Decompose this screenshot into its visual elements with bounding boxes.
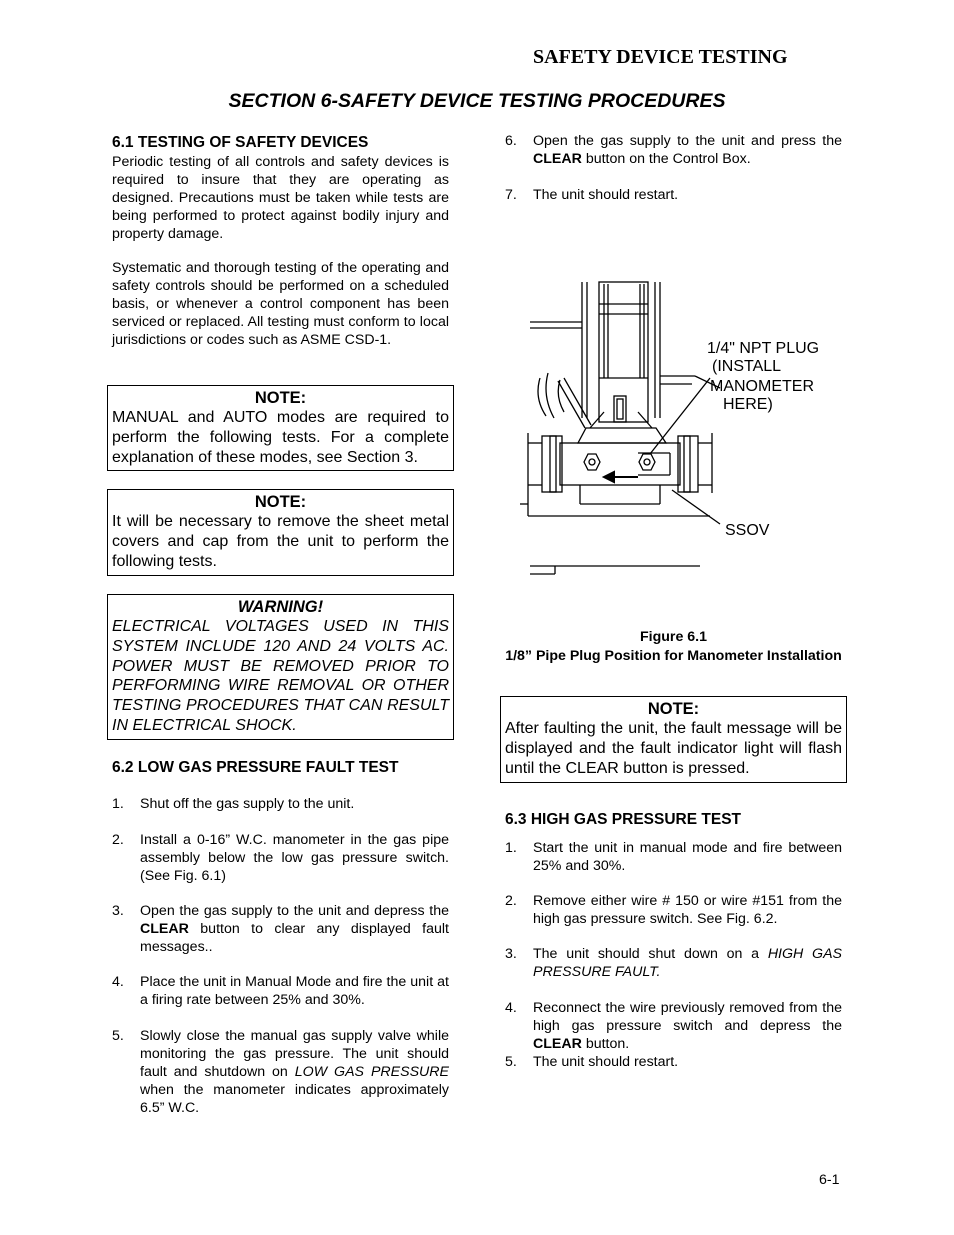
step-number: 2.	[505, 893, 517, 909]
note-title: NOTE:	[254, 493, 307, 511]
section-6-3-heading: 6.3 HIGH GAS PRESSURE TEST	[505, 811, 741, 828]
figure-label-ssov: SSOV	[725, 522, 770, 539]
step-text-cont: button on the Control Box.	[581, 150, 751, 167]
clear-keyword: CLEAR	[533, 150, 582, 167]
figure-label-plug: (INSTALL	[712, 358, 782, 375]
step-text: Place the unit in Manual Mode and fire the unit at a firing rate between 25% and 30%.	[140, 974, 449, 1008]
section-6-2-heading: 6.2 LOW GAS PRESSURE FAULT TEST	[112, 759, 399, 776]
section-title: SECTION 6-SAFETY DEVICE TESTING PROCEDURES	[228, 90, 726, 112]
note-box-fault	[500, 696, 847, 783]
step-text: Open the gas supply to the unit and press the	[533, 133, 842, 149]
fault-name: HIGH GAS PRESSURE FAULT.	[533, 946, 842, 980]
figure-label-plug: 1/4" NPT PLUG	[707, 340, 820, 357]
warning-box	[107, 594, 454, 740]
section-6-1-paragraph-1: Periodic testing of all controls and safety devices is required to insure that they are operating as designed. Precautions must be taken while tests are being performed to protect against bodily injury and property damage.	[112, 154, 449, 242]
step-text-cont: when the manometer indicates approximately 6.5” W.C.	[140, 1081, 449, 1116]
running-header: SAFETY DEVICE TESTING	[533, 46, 788, 68]
note-title: NOTE:	[254, 389, 307, 407]
step-number: 4.	[112, 974, 124, 990]
section-6-1-heading: 6.1 TESTING OF SAFETY DEVICES	[112, 134, 369, 151]
note-title: NOTE:	[647, 700, 700, 718]
warning-title: WARNING!	[237, 598, 324, 616]
step-number: 5.	[112, 1028, 124, 1044]
figure-caption-number: Figure 6.1	[639, 629, 708, 645]
step-number: 1.	[112, 796, 124, 812]
figure-label-plug: HERE)	[723, 396, 773, 413]
step-text: Open the gas supply to the unit and depress the	[140, 903, 449, 919]
step-text: Slowly close the manual gas supply valve while monitoring the gas pressure. The unit should fault and shutdown on	[140, 1028, 449, 1080]
step-text-cont: button to clear any displayed fault messages..	[140, 920, 449, 955]
step-text: Shut off the gas supply to the unit.	[140, 796, 355, 812]
clear-keyword: CLEAR	[140, 920, 189, 937]
note-box-covers	[107, 489, 454, 576]
step-number: 1.	[505, 840, 517, 856]
step-text: Reconnect the wire previously removed from the high gas pressure switch and depress the	[533, 1000, 842, 1034]
step-number: 7.	[505, 187, 517, 203]
step-number: 3.	[112, 903, 124, 919]
step-number: 2.	[112, 832, 124, 848]
step-number: 5.	[505, 1054, 517, 1070]
note-body: It will be necessary to remove the sheet metal covers and cap from the unit to perform the following tests.	[112, 513, 449, 570]
step-text: Install a 0-16” W.C. manometer in the gas pipe assembly below the low gas pressure switch. (See Fig. 6.1)	[140, 832, 449, 884]
step-number: 4.	[505, 1000, 517, 1016]
step-text: The unit should restart.	[533, 187, 679, 203]
step-text-cont: button.	[581, 1035, 630, 1052]
step-number: 6.	[505, 133, 517, 149]
figure-6-1-drawing	[520, 278, 840, 580]
section-6-1-paragraph-2: Systematic and thorough testing of the operating and safety controls should be performed on a scheduled basis, or whenever a control component has been serviced or replaced. All testing must conform to local jurisdictions or codes such as ASME CSD-1.	[112, 260, 449, 348]
figure-caption-text: 1/8” Pipe Plug Position for Manometer Installation	[505, 648, 842, 664]
step-text: The unit should restart.	[533, 1054, 679, 1070]
note-body: MANUAL and AUTO modes are required to perform the following tests. For a complete explanation of these modes, see Section 3.	[112, 409, 449, 466]
step-text: Remove either wire # 150 or wire #151 from the high gas pressure switch. See Fig. 6.2.	[533, 893, 842, 927]
page-number: 6-1	[819, 1172, 840, 1188]
clear-keyword: CLEAR	[533, 1035, 582, 1052]
warning-body: ELECTRICAL VOLTAGES USED IN THIS SYSTEM INCLUDE 120 AND 24 VOLTS AC. POWER MUST BE REMOVED PRIOR TO PERFORMING WIRE REMOVAL OR OTHER TESTING PROCEDURES THAT CAN RESULT IN ELECTRICAL SHOCK.	[112, 618, 449, 734]
step-number: 3.	[505, 946, 517, 962]
note-body: After faulting the unit, the fault message will be displayed and the fault indicator light will flash until the CLEAR button is pressed.	[505, 720, 842, 777]
fault-name: LOW GAS PRESSURE	[294, 1063, 449, 1080]
step-text: The unit should shut down on a	[533, 946, 768, 962]
step-text: Start the unit in manual mode and fire between 25% and 30%.	[533, 840, 842, 874]
figure-label-plug: MANOMETER	[710, 378, 814, 395]
note-box-modes	[107, 385, 454, 471]
